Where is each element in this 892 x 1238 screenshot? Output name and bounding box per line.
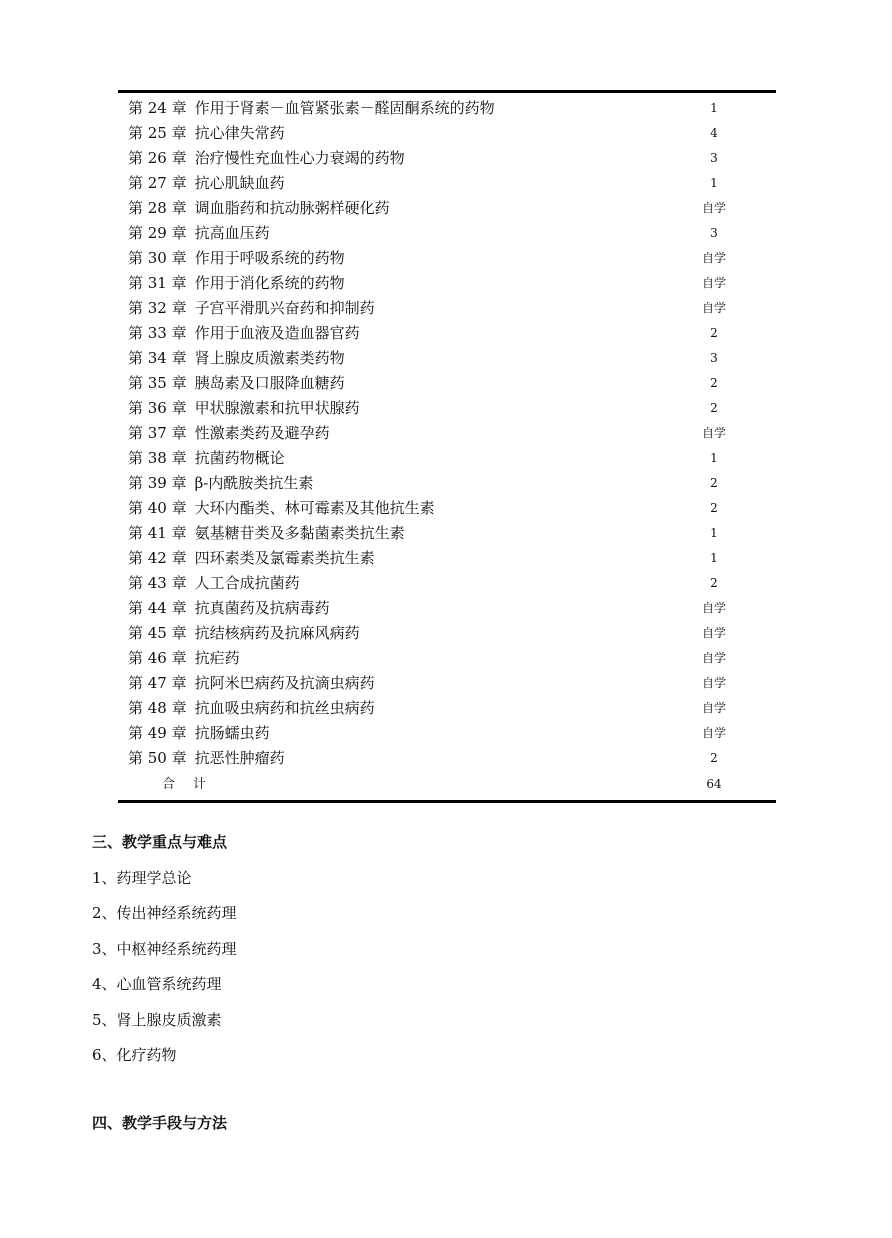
chapter-title: 抗肠蠕虫药	[194, 724, 270, 742]
schedule-table	[118, 96, 776, 797]
chapter-number: 第 43 章	[128, 574, 187, 592]
chapter-number: 第 24 章	[128, 99, 187, 117]
hours-cell: 自学	[701, 276, 726, 290]
chapter-cell	[118, 421, 652, 446]
chapter-cell	[118, 571, 652, 596]
table-row	[118, 746, 776, 771]
total-label: 合计	[162, 777, 225, 792]
chapter-number: 第 45 章	[128, 624, 187, 642]
list-item: 5、肾上腺皮质激素	[92, 1010, 222, 1029]
chapter-cell	[118, 121, 652, 146]
chapter-cell	[118, 671, 652, 696]
chapter-title: 抗菌药物概论	[194, 449, 285, 467]
chapter-cell	[118, 546, 652, 571]
table-row	[118, 171, 776, 196]
chapter-cell	[118, 471, 652, 496]
table-row	[118, 271, 776, 296]
hours-cell: 自学	[701, 626, 726, 640]
chapter-title: 抗恶性肿瘤药	[194, 749, 285, 767]
table-row	[118, 646, 776, 671]
chapter-cell	[118, 721, 652, 746]
table-top-rule	[118, 90, 776, 93]
table-row	[118, 321, 776, 346]
chapter-number: 第 30 章	[128, 249, 187, 267]
hours-cell: 自学	[701, 701, 726, 715]
chapter-title: 抗血吸虫病药和抗丝虫病药	[194, 699, 375, 717]
chapter-title: 胰岛素及口服降血糖药	[194, 374, 345, 392]
section-4-heading: 四、教学手段与方法	[92, 1114, 228, 1132]
schedule-table-body	[118, 96, 776, 797]
hours-cell: 自学	[701, 651, 726, 665]
chapter-title: 甲状腺激素和抗甲状腺药	[194, 399, 360, 417]
chapter-title: 人工合成抗菌药	[194, 574, 300, 592]
chapter-number: 第 33 章	[128, 324, 187, 342]
table-row	[118, 596, 776, 621]
table-row	[118, 221, 776, 246]
table-row	[118, 296, 776, 321]
table-row	[118, 246, 776, 271]
chapter-cell	[118, 596, 652, 621]
table-row	[118, 121, 776, 146]
chapter-number: 第 44 章	[128, 599, 187, 617]
chapter-cell	[118, 296, 652, 321]
list-item: 3、中枢神经系统药理	[92, 939, 237, 958]
chapter-title: 作用于血液及造血器官药	[194, 324, 360, 342]
key-points-list	[92, 867, 237, 1079]
list-item: 1、药理学总论	[92, 869, 192, 887]
hours-cell: 自学	[701, 726, 726, 740]
table-row	[118, 96, 776, 121]
chapter-number: 第 41 章	[128, 524, 187, 542]
chapter-title: 抗真菌药及抗病毒药	[194, 599, 330, 617]
table-row	[118, 396, 776, 421]
hours-cell: 1	[710, 101, 718, 115]
hours-cell: 2	[710, 401, 718, 415]
chapter-number: 第 40 章	[128, 499, 187, 517]
table-row	[118, 621, 776, 646]
chapter-number: 第 38 章	[128, 449, 187, 467]
hours-cell: 3	[710, 351, 718, 365]
chapter-cell	[118, 246, 652, 271]
chapter-title: 大环内酯类、林可霉素及其他抗生素	[194, 499, 435, 517]
hours-cell: 3	[710, 226, 718, 240]
table-bottom-rule	[118, 800, 776, 803]
chapter-title: 肾上腺皮质激素类药物	[194, 349, 345, 367]
table-row	[118, 721, 776, 746]
table-row	[118, 496, 776, 521]
chapter-number: 第 39 章	[128, 474, 187, 492]
table-row	[118, 371, 776, 396]
chapter-title: 抗心律失常药	[194, 124, 285, 142]
chapter-title: 四环素类及氯霉素类抗生素	[194, 549, 375, 567]
total-label-cell	[118, 771, 652, 797]
hours-cell: 自学	[701, 676, 726, 690]
table-row	[118, 571, 776, 596]
table-row	[118, 671, 776, 696]
hours-cell: 自学	[701, 301, 726, 315]
hours-cell: 2	[710, 376, 718, 390]
table-row	[118, 521, 776, 546]
hours-cell: 3	[710, 151, 718, 165]
hours-cell: 2	[710, 326, 718, 340]
chapter-number: 第 27 章	[128, 174, 187, 192]
chapter-number: 第 32 章	[128, 299, 187, 317]
chapter-number: 第 36 章	[128, 399, 187, 417]
total-hours: 64	[706, 776, 722, 791]
chapter-number: 第 35 章	[128, 374, 187, 392]
list-item: 2、传出神经系统药理	[92, 904, 237, 923]
chapter-cell	[118, 521, 652, 546]
chapter-number: 第 49 章	[128, 724, 187, 742]
chapter-cell	[118, 96, 652, 121]
hours-cell: 自学	[701, 426, 726, 440]
table-row	[118, 446, 776, 471]
chapter-number: 第 37 章	[128, 424, 187, 442]
table-row	[118, 146, 776, 171]
chapter-cell	[118, 221, 652, 246]
chapter-number: 第 42 章	[128, 549, 187, 567]
table-row	[118, 346, 776, 371]
table-row	[118, 696, 776, 721]
hours-cell: 2	[710, 476, 718, 490]
chapter-title: 作用于呼吸系统的药物	[194, 249, 345, 267]
chapter-cell	[118, 696, 652, 721]
chapter-cell	[118, 321, 652, 346]
chapter-cell	[118, 271, 652, 296]
chapter-title: 作用于肾素－血管紧张素－醛固酮系统的药物	[194, 99, 495, 117]
hours-cell: 自学	[701, 201, 726, 215]
hours-cell: 自学	[701, 601, 726, 615]
hours-cell: 1	[710, 176, 718, 190]
chapter-cell	[118, 371, 652, 396]
chapter-title: 抗阿米巴病药及抗滴虫病药	[194, 674, 375, 692]
chapter-cell	[118, 171, 652, 196]
chapter-title: β-内酰胺类抗生素	[194, 474, 314, 492]
hours-cell: 2	[710, 501, 718, 515]
hours-cell: 4	[710, 126, 718, 140]
chapter-title: 作用于消化系统的药物	[194, 274, 345, 292]
chapter-hours-table	[118, 90, 776, 803]
chapter-title: 抗结核病药及抗麻风病药	[194, 624, 360, 642]
total-row	[118, 771, 776, 797]
chapter-title: 调血脂药和抗动脉粥样硬化药	[194, 199, 390, 217]
chapter-title: 性激素类药及避孕药	[194, 424, 330, 442]
hours-cell: 1	[710, 526, 718, 540]
chapter-title: 子宫平滑肌兴奋药和抑制药	[194, 299, 375, 317]
hours-cell: 1	[710, 551, 718, 565]
chapter-cell	[118, 746, 652, 771]
hours-cell: 2	[710, 576, 718, 590]
chapter-cell	[118, 196, 652, 221]
list-item: 6、化疗药物	[92, 1045, 177, 1064]
chapter-title: 氨基糖苷类及多黏菌素类抗生素	[194, 524, 405, 542]
chapter-number: 第 48 章	[128, 699, 187, 717]
chapter-number: 第 29 章	[128, 224, 187, 242]
chapter-number: 第 25 章	[128, 124, 187, 142]
table-row	[118, 196, 776, 221]
chapter-number: 第 50 章	[128, 749, 187, 767]
chapter-cell	[118, 646, 652, 671]
chapter-cell	[118, 396, 652, 421]
chapter-number: 第 31 章	[128, 274, 187, 292]
chapter-cell	[118, 621, 652, 646]
chapter-number: 第 34 章	[128, 349, 187, 367]
section-3-heading: 三、教学重点与难点	[92, 833, 228, 851]
chapter-title: 治疗慢性充血性心力衰竭的药物	[194, 149, 405, 167]
chapter-cell	[118, 446, 652, 471]
chapter-number: 第 47 章	[128, 674, 187, 692]
hours-cell: 2	[710, 751, 718, 765]
chapter-title: 抗心肌缺血药	[194, 174, 285, 192]
chapter-number: 第 46 章	[128, 649, 187, 667]
chapter-cell	[118, 146, 652, 171]
chapter-number: 第 28 章	[128, 199, 187, 217]
chapter-title: 抗高血压药	[194, 224, 270, 242]
chapter-title: 抗疟药	[194, 649, 240, 667]
hours-cell: 1	[710, 451, 718, 465]
chapter-cell	[118, 346, 652, 371]
chapter-number: 第 26 章	[128, 149, 187, 167]
table-row	[118, 421, 776, 446]
chapter-cell	[118, 496, 652, 521]
hours-cell: 自学	[701, 251, 726, 265]
list-item: 4、心血管系统药理	[92, 975, 222, 994]
table-row	[118, 546, 776, 571]
table-row	[118, 471, 776, 496]
